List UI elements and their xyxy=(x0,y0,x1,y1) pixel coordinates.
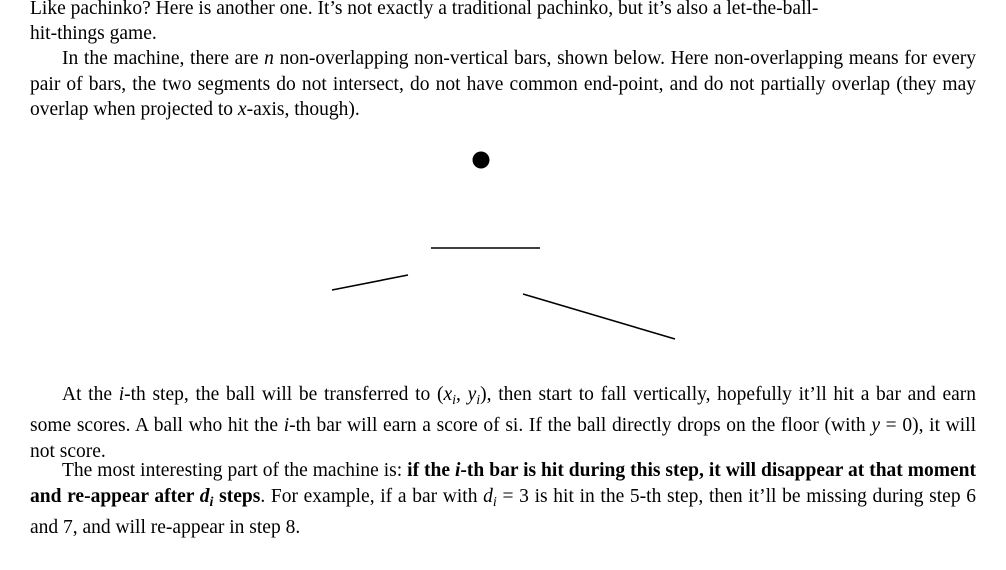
rule-bold-symbol-d-subscript: i xyxy=(209,493,214,510)
symbol-xi: x xyxy=(443,384,453,405)
figure-svg xyxy=(0,130,1006,355)
machine-desc-part1: In the machine, there are xyxy=(62,48,265,69)
rule-part2: . For example, if a bar with xyxy=(260,485,484,507)
rule-bold1: if the xyxy=(407,460,455,481)
symbol-y: y xyxy=(871,415,880,437)
rule-bold2: -th bar is hit during this step, it will disappear at that moment and re-appear after xyxy=(30,460,976,507)
symbol-i-first: i xyxy=(118,384,125,405)
rule-part3: is hit in the 5-th step, then it’ll be missing during step 6 and 7, and will re-appear in step 8. xyxy=(30,485,977,538)
paragraph-intro xyxy=(30,0,976,22)
symbol-equals-three: = 3 xyxy=(496,485,529,507)
intro-line-2: hit-things game. xyxy=(30,23,157,44)
ball-icon xyxy=(473,152,490,169)
step-desc-part5: ), it will not score. xyxy=(30,415,977,462)
symbol-x: x xyxy=(237,99,247,120)
step-desc-part2: -th step, the ball will be transferred to ( xyxy=(124,384,444,405)
symbol-n: n xyxy=(264,48,274,69)
rule-bold3: steps xyxy=(213,485,261,507)
rule-part1: The most interesting part of the machine is: xyxy=(62,460,408,481)
bar-right-slope xyxy=(523,294,675,339)
paragraph-step-description xyxy=(30,382,976,464)
step-desc-comma: , xyxy=(456,384,468,405)
step-desc-part3: ), then start to fall vertically, hopefully it’ll hit a bar and earn some scores. A ball who hit the xyxy=(30,384,977,437)
paragraph-disappear-rule xyxy=(30,458,976,540)
machine-desc-part2: non-overlapping non-vertical bars, shown below. Here non-overlapping means for every pair of bars, the two segments do not intersect, do not have common end-point, and do not partially overlap (they may overlap when projected to xyxy=(30,48,976,120)
rule-bold-symbol-i: i xyxy=(455,460,461,481)
paragraph-machine-description xyxy=(30,46,976,123)
intro-line-1: Like pachinko? Here is another one. It’s not exactly a traditional pachinko, but it’s also a let-the-ball- xyxy=(30,0,819,19)
symbol-equals-zero: = 0 xyxy=(880,415,913,437)
paragraph-intro-line2 xyxy=(30,21,976,47)
bar-left-slope xyxy=(332,275,408,290)
step-desc-part4: -th bar will earn a score of si. If the ball directly drops on the floor (with xyxy=(289,415,872,437)
symbol-yi: y xyxy=(467,384,477,405)
machine-desc-part3: -axis, though). xyxy=(246,99,360,120)
page-bottom-cutoff-mark xyxy=(30,562,35,570)
symbol-xi-subscript: i xyxy=(452,391,457,408)
symbol-i-second: i xyxy=(283,415,290,437)
symbol-d: d xyxy=(483,485,493,507)
step-desc-part1: At the xyxy=(62,384,119,405)
rule-bold-symbol-d: d xyxy=(199,485,210,507)
symbol-yi-subscript: i xyxy=(476,391,481,408)
pachinko-figure xyxy=(0,130,1006,355)
symbol-d-subscript: i xyxy=(492,493,497,510)
